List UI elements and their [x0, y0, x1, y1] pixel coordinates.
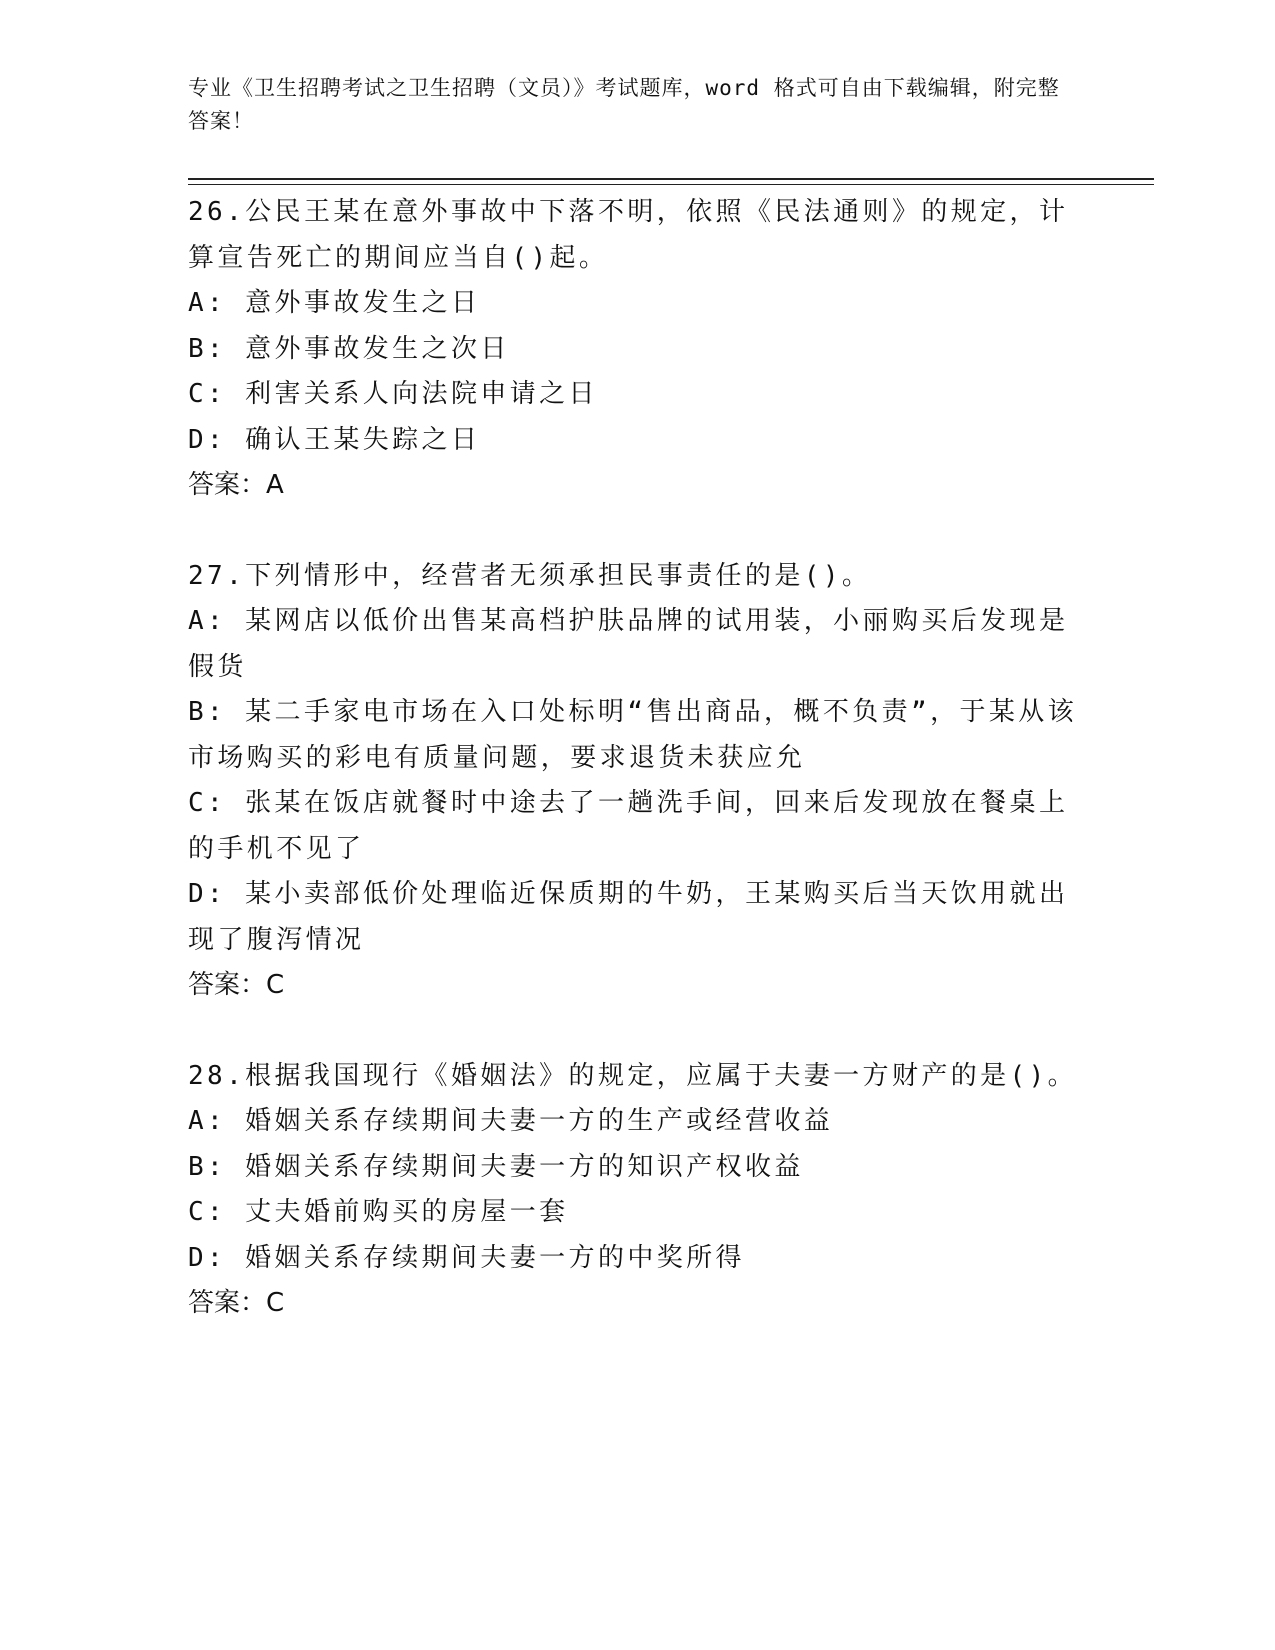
answer-line: [188, 463, 1078, 509]
option-b: B: 某二手家电市场在入口处标明“售出商品，概不负责”，于某从该市场购买的彩电有质量问题，要求退货未获应允: [188, 697, 1078, 773]
header-divider-thin: [188, 184, 1154, 185]
option-c: C: 丈夫婚前购买的房屋一套: [188, 1197, 569, 1227]
question-26: [188, 190, 1078, 509]
option-a: A: 某网店以低价出售某高档护肤品牌的试用装，小丽购买后发现是假货: [188, 606, 1069, 682]
answer-line: [188, 963, 1078, 1009]
answer-label: 答案：: [188, 470, 267, 500]
question-stem: 27.下列情形中，经营者无须承担民事责任的是()。: [188, 560, 872, 591]
option-c: C: 张某在饭店就餐时中途去了一趟洗手间，回来后发现放在餐桌上的手机不见了: [188, 788, 1069, 864]
answer-line: [188, 1281, 1078, 1327]
document-header: [188, 72, 1068, 138]
header-text: 专业《卫生招聘考试之卫生招聘（文员）》考试题库，word 格式可自由下载编辑，附完整答案！: [188, 76, 1060, 133]
answer-value: A: [266, 470, 284, 500]
answer-label: 答案：: [188, 970, 267, 1000]
header-divider-thick: [188, 178, 1154, 180]
option-c: C: 利害关系人向法院申请之日: [188, 379, 598, 409]
question-list: [188, 190, 1078, 1372]
option-d: D: 婚姻关系存续期间夫妻一方的中奖所得: [188, 1242, 745, 1273]
option-a: A: 婚姻关系存续期间夫妻一方的生产或经营收益: [188, 1106, 834, 1136]
answer-label: 答案：: [188, 1288, 267, 1318]
option-b: B: 意外事故发生之次日: [188, 333, 510, 364]
option-d: D: 确认王某失踪之日: [188, 424, 481, 455]
question-stem: 28.根据我国现行《婚姻法》的规定，应属于夫妻一方财产的是()。: [188, 1060, 1078, 1091]
answer-value: C: [266, 1288, 285, 1318]
question-27: [188, 554, 1078, 1009]
answer-value: C: [266, 970, 285, 1000]
option-d: D: 某小卖部低价处理临近保质期的牛奶，王某购买后当天饮用就出现了腹泻情况: [188, 879, 1069, 955]
question-stem: 26.公民王某在意外事故中下落不明，依照《民法通则》的规定，计算宣告死亡的期间应当自()起。: [188, 197, 1069, 273]
question-28: [188, 1054, 1078, 1327]
option-b: B: 婚姻关系存续期间夫妻一方的知识产权收益: [188, 1151, 804, 1182]
option-a: A: 意外事故发生之日: [188, 288, 481, 318]
